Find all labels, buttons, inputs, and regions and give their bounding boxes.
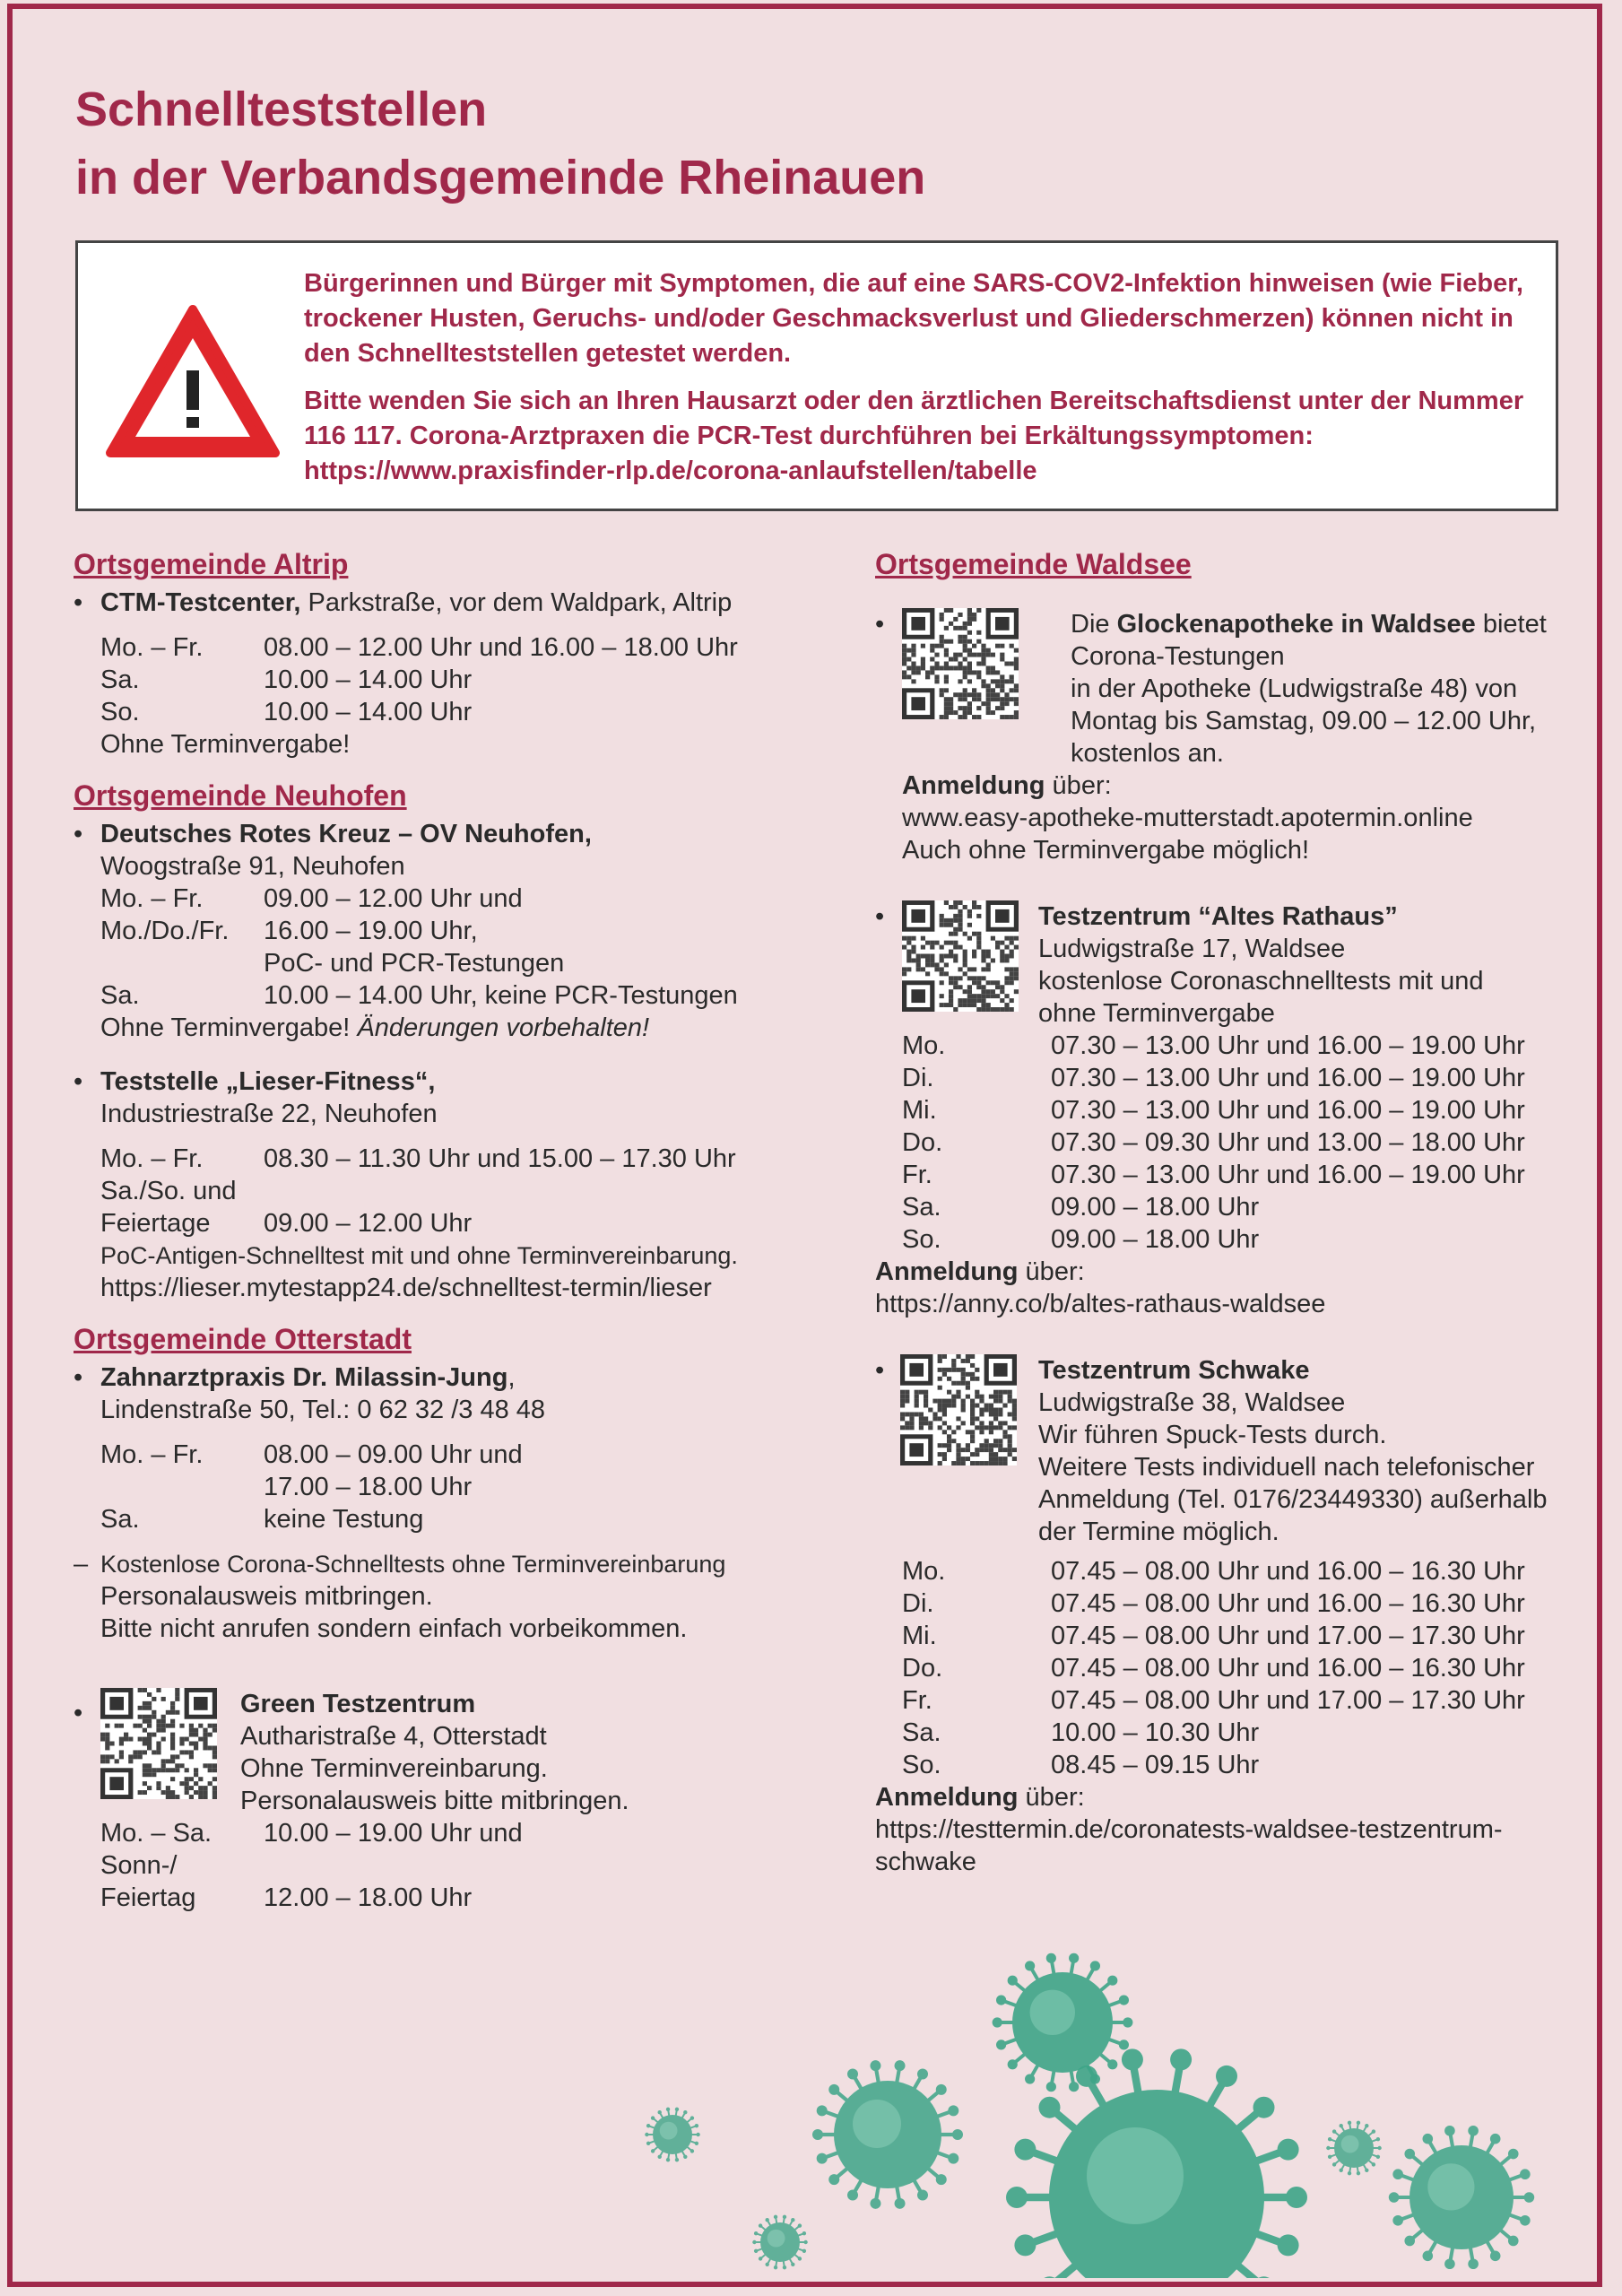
schwake-name: Testzentrum Schwake xyxy=(1038,1356,1310,1385)
hours-time: 16.00 – 19.00 Uhr, xyxy=(264,917,478,945)
bullet: • xyxy=(875,610,885,639)
hours-row xyxy=(100,1439,845,1471)
hours-row xyxy=(902,1030,1557,1062)
hours-time: 08.45 – 09.15 Uhr xyxy=(1051,1751,1260,1779)
hours-day: Sonn-/ xyxy=(100,1851,178,1880)
heading-neuhofen: Ortsgemeinde Neuhofen xyxy=(74,779,407,812)
drk-note-text: Ohne Terminvergabe! xyxy=(100,1013,358,1042)
glocken-url[interactable]: www.easy-apotheke-mutterstadt.apotermin.online xyxy=(902,804,1473,832)
green-address: Autharistraße 4, Otterstadt xyxy=(240,1722,547,1751)
entry-glockenapotheke xyxy=(875,608,1557,866)
glocken-name: Glockenapotheke in Waldsee xyxy=(1116,610,1476,639)
hours-time: 09.00 – 12.00 Uhr und xyxy=(264,884,523,913)
hours-time: 07.30 – 09.30 Uhr und 13.00 – 18.00 Uhr xyxy=(1051,1128,1525,1157)
schwake-line-5: Anmeldung (Tel. 0176/23449330) außerhalb xyxy=(1038,1485,1548,1514)
bullet: • xyxy=(875,902,885,931)
qr-code-icon xyxy=(902,900,1019,1012)
right-column xyxy=(875,542,1557,1878)
hours-day: Mo. – Fr. xyxy=(100,884,204,913)
hours-day: Fr. xyxy=(902,1686,932,1715)
schwake-line-3: Wir führen Spuck-Tests durch. xyxy=(1038,1421,1387,1449)
lieser-name: Teststelle „Lieser-Fitness“, xyxy=(100,1067,436,1096)
hours-day: Mo. xyxy=(902,1031,946,1060)
hours-day: Sa. xyxy=(100,981,140,1010)
registration-post: über: xyxy=(1045,771,1112,800)
hours-day: Di. xyxy=(902,1589,934,1618)
glocken-note: Auch ohne Terminvergabe möglich! xyxy=(902,836,1310,865)
hours-row xyxy=(902,1555,1557,1587)
heading-otterstadt: Ortsgemeinde Otterstadt xyxy=(74,1323,412,1355)
hours-time: 07.30 – 13.00 Uhr und 16.00 – 19.00 Uhr xyxy=(1051,1161,1525,1189)
virus-icon xyxy=(1326,2121,1382,2176)
hours-day: Mo. – Fr. xyxy=(100,633,204,662)
drk-note-italic: Änderungen vorbehalten! xyxy=(357,1013,650,1042)
zahnarzt-note-3: Bitte nicht anrufen sondern einfach vorbeikommen. xyxy=(100,1614,688,1643)
hours-row xyxy=(100,1849,845,1882)
hours-day: So. xyxy=(902,1751,941,1779)
entry-drk xyxy=(74,818,845,1044)
hours-day: Mo. – Fr. xyxy=(100,1144,204,1173)
hours-row xyxy=(100,1175,845,1207)
title-line-1: Schnellteststellen xyxy=(75,83,488,136)
hours-day: Do. xyxy=(902,1654,943,1683)
heading-altrip: Ortsgemeinde Altrip xyxy=(74,548,349,580)
hours-day: Sa. xyxy=(100,665,140,694)
hours-day: So. xyxy=(100,698,140,726)
glocken-line-4: Montag bis Samstag, 09.00 – 12.00 Uhr, xyxy=(1071,707,1537,735)
hours-day: Sa./So. und xyxy=(100,1177,237,1205)
hours-row xyxy=(100,979,845,1012)
glocken-pre: Die xyxy=(1071,610,1117,639)
bullet: • xyxy=(74,1363,83,1392)
virus-icon xyxy=(645,2108,700,2162)
hours-row xyxy=(100,1471,845,1503)
hours-time xyxy=(264,1175,845,1207)
hours-row xyxy=(902,1684,1557,1717)
hours-row xyxy=(902,1620,1557,1652)
entry-zahnarztpraxis xyxy=(74,1361,845,1548)
glocken-line-3: in der Apotheke (Ludwigstraße 48) von xyxy=(1071,674,1518,703)
left-column xyxy=(74,542,845,1914)
hours-row xyxy=(902,1159,1557,1191)
warning-triangle-icon xyxy=(105,302,281,460)
hours-day: Mi. xyxy=(902,1096,937,1125)
hours-day: Feiertage xyxy=(100,1209,211,1238)
virus-icon xyxy=(1389,2126,1534,2269)
zahnarzt-note-2: Personalausweis mitbringen. xyxy=(100,1582,433,1611)
hours-time: PoC- und PCR-Testungen xyxy=(264,949,565,978)
zahnarzt-name: Zahnarztpraxis Dr. Milassin-Jung xyxy=(100,1363,508,1392)
hours-time: 08.00 – 09.00 Uhr und xyxy=(264,1440,523,1469)
bullet: • xyxy=(875,1356,885,1385)
hours-time: 10.00 – 10.30 Uhr xyxy=(1051,1718,1260,1747)
ctm-note: Ohne Terminvergabe! xyxy=(100,730,351,759)
hours-row xyxy=(100,696,845,728)
hours-day xyxy=(100,947,264,979)
dash: – xyxy=(74,1550,89,1578)
hours-day xyxy=(100,1471,264,1503)
hours-time xyxy=(264,1849,845,1882)
hours-time: 09.00 – 12.00 Uhr xyxy=(264,1209,473,1238)
virus-icon xyxy=(812,2060,963,2209)
virus-illustration xyxy=(619,1928,1569,2278)
hours-row xyxy=(902,1717,1557,1749)
hours-day: Sa. xyxy=(902,1718,941,1747)
bullet: • xyxy=(74,1067,83,1096)
zahnarzt-address: Lindenstraße 50, Tel.: 0 62 32 /3 48 48 xyxy=(100,1396,546,1424)
registration-label: Anmeldung xyxy=(875,1257,1019,1286)
hours-day: Mo. – Fr. xyxy=(100,1440,204,1469)
page-title xyxy=(75,75,925,212)
hours-time: 09.00 – 18.00 Uhr xyxy=(1051,1225,1260,1254)
hours-time: 07.45 – 08.00 Uhr und 16.00 – 16.30 Uhr xyxy=(1051,1654,1525,1683)
hours-row xyxy=(100,1143,845,1175)
hours-row xyxy=(902,1191,1557,1223)
hours-time: 07.45 – 08.00 Uhr und 17.00 – 17.30 Uhr xyxy=(1051,1622,1525,1650)
title-line-2: in der Verbandsgemeinde Rheinauen xyxy=(75,151,926,204)
hours-day: Mi. xyxy=(902,1622,937,1650)
glocken-line-2: Corona-Testungen xyxy=(1071,642,1285,671)
zahnarzt-comma: , xyxy=(507,1363,516,1392)
hours-time: 10.00 – 14.00 Uhr xyxy=(264,665,473,694)
hours-row xyxy=(100,1503,845,1535)
qr-code-icon xyxy=(900,1354,1017,1465)
hours-row xyxy=(902,1223,1557,1256)
glocken-post: bietet xyxy=(1475,610,1547,639)
drk-name: Deutsches Rotes Kreuz – OV Neuhofen, xyxy=(100,820,592,848)
hours-row xyxy=(100,1207,845,1239)
drk-note xyxy=(100,1012,845,1044)
schwake-line-4: Weitere Tests individuell nach telefonischer xyxy=(1038,1453,1535,1482)
bullet: • xyxy=(74,588,83,617)
warning-box xyxy=(75,240,1558,511)
hours-day: Mo. – Sa. xyxy=(100,1819,213,1848)
hours-time: 07.30 – 13.00 Uhr und 16.00 – 19.00 Uhr xyxy=(1051,1064,1525,1092)
entry-zahnarzt-notes xyxy=(74,1548,845,1645)
hours-row xyxy=(902,1652,1557,1684)
warning-paragraph-1: Bürgerinnen und Bürger mit Symptomen, die auf eine SARS-COV2-Infektion hinweisen (wie Fieber, trockener Husten, Geruchs- und/oder Geschmacksverlust und Gliederschmerzen) können nicht in den Schnellteststellen getestet werden. xyxy=(304,269,1523,368)
green-line-2: Personalausweis bitte mitbringen. xyxy=(240,1787,629,1815)
hours-row xyxy=(100,1882,845,1914)
hours-day: Di. xyxy=(902,1064,934,1092)
hours-row xyxy=(902,1749,1557,1781)
drk-address: Woogstraße 91, Neuhofen xyxy=(100,852,405,881)
registration-post: über: xyxy=(1018,1257,1085,1286)
hours-time: 09.00 – 18.00 Uhr xyxy=(1051,1193,1260,1222)
warning-text xyxy=(304,266,1541,501)
virus-icon xyxy=(993,1953,1133,2092)
hours-row xyxy=(100,947,845,979)
hours-time: 10.00 – 14.00 Uhr xyxy=(264,698,473,726)
hours-time: 07.30 – 13.00 Uhr und 16.00 – 19.00 Uhr xyxy=(1051,1031,1525,1060)
heading-waldsee: Ortsgemeinde Waldsee xyxy=(875,548,1192,580)
hours-row xyxy=(100,883,845,915)
rathaus-address: Ludwigstraße 17, Waldsee xyxy=(1038,935,1346,963)
hours-row xyxy=(902,1094,1557,1126)
rathaus-url[interactable]: https://anny.co/b/altes-rathaus-waldsee xyxy=(875,1290,1326,1318)
glocken-line-5: kostenlos an. xyxy=(1071,739,1224,768)
hours-time: 07.45 – 08.00 Uhr und 16.00 – 16.30 Uhr xyxy=(1051,1589,1525,1618)
rathaus-line-4: ohne Terminvergabe xyxy=(1038,999,1275,1028)
schwake-url-line-1[interactable]: https://testtermin.de/coronatests-waldsee-testzentrum- xyxy=(875,1815,1503,1844)
hours-row xyxy=(100,631,845,664)
rathaus-line-3: kostenlose Coronaschnelltests mit und xyxy=(1038,967,1484,996)
hours-day: Mo./Do./Fr. xyxy=(100,917,230,945)
hours-row xyxy=(902,1126,1557,1159)
rathaus-name: Testzentrum “Altes Rathaus” xyxy=(1038,902,1398,931)
green-line-1: Ohne Terminvereinbarung. xyxy=(240,1754,548,1783)
hours-row xyxy=(902,1062,1557,1094)
hours-time: 12.00 – 18.00 Uhr xyxy=(264,1883,473,1912)
hours-day: Mo. xyxy=(902,1557,946,1586)
hours-row xyxy=(100,915,845,947)
schwake-url-line-2[interactable]: schwake xyxy=(875,1848,976,1876)
schwake-address: Ludwigstraße 38, Waldsee xyxy=(1038,1388,1346,1417)
hours-day: Feiertag xyxy=(100,1883,196,1912)
hours-day: Sa. xyxy=(902,1193,941,1222)
hours-time: 08.30 – 11.30 Uhr und 15.00 – 17.30 Uhr xyxy=(264,1144,736,1173)
green-name: Green Testzentrum xyxy=(240,1690,476,1718)
warning-paragraph-2: Bitte wenden Sie sich an Ihren Hausarzt oder den ärztlichen Bereitschaftsdienst unter der Nummer 116 117. Corona-Arztpraxen die PCR-Test durchführen bei Erkältungssymptomen: https://www.praxisfinder-rlp.de/corona-anlaufstellen/tabelle xyxy=(304,387,1524,485)
virus-icon xyxy=(752,2215,808,2270)
hours-time: keine Testung xyxy=(264,1505,424,1534)
hours-row xyxy=(100,664,845,696)
zahnarzt-note-1: Kostenlose Corona-Schnelltests ohne Terminvereinbarung xyxy=(100,1551,726,1578)
registration-post: über: xyxy=(1018,1783,1085,1812)
bullet: • xyxy=(74,820,83,848)
lieser-address: Industriestraße 22, Neuhofen xyxy=(100,1100,438,1128)
hours-time: 08.00 – 12.00 Uhr und 16.00 – 18.00 Uhr xyxy=(264,633,738,662)
hours-day: Sa. xyxy=(100,1505,140,1534)
entry-green-testzentrum xyxy=(74,1688,845,1914)
bullet: • xyxy=(74,1699,83,1727)
entry-altes-rathaus xyxy=(875,900,1557,1320)
registration-label: Anmeldung xyxy=(902,771,1045,800)
entry-testzentrum-schwake xyxy=(875,1354,1557,1878)
lieser-url[interactable]: https://lieser.mytestapp24.de/schnelltest-termin/lieser xyxy=(100,1274,712,1302)
ctm-name: CTM-Testcenter, xyxy=(100,588,301,617)
hours-time: 07.45 – 08.00 Uhr und 17.00 – 17.30 Uhr xyxy=(1051,1686,1525,1715)
hours-day: So. xyxy=(902,1225,941,1254)
entry-ctm-testcenter xyxy=(74,587,845,761)
lieser-note: PoC-Antigen-Schnelltest mit und ohne Terminvereinbarung. xyxy=(100,1242,738,1269)
qr-code-icon xyxy=(902,608,1019,719)
hours-day: Fr. xyxy=(902,1161,932,1189)
hours-row xyxy=(100,1817,845,1849)
hours-row xyxy=(902,1587,1557,1620)
hours-time: 07.45 – 08.00 Uhr und 16.00 – 16.30 Uhr xyxy=(1051,1557,1525,1586)
qr-code-icon xyxy=(100,1688,217,1799)
hours-time: 10.00 – 19.00 Uhr und xyxy=(264,1819,523,1848)
hours-time: 07.30 – 13.00 Uhr und 16.00 – 19.00 Uhr xyxy=(1051,1096,1525,1125)
hours-day: Do. xyxy=(902,1128,943,1157)
registration-label: Anmeldung xyxy=(875,1783,1019,1812)
schwake-line-6: der Termine möglich. xyxy=(1038,1518,1279,1546)
entry-lieser-fitness xyxy=(74,1065,845,1304)
ctm-address: Parkstraße, vor dem Waldpark, Altrip xyxy=(300,588,733,617)
hours-time: 17.00 – 18.00 Uhr xyxy=(264,1473,473,1501)
hours-time: 10.00 – 14.00 Uhr, keine PCR-Testungen xyxy=(264,981,738,1010)
